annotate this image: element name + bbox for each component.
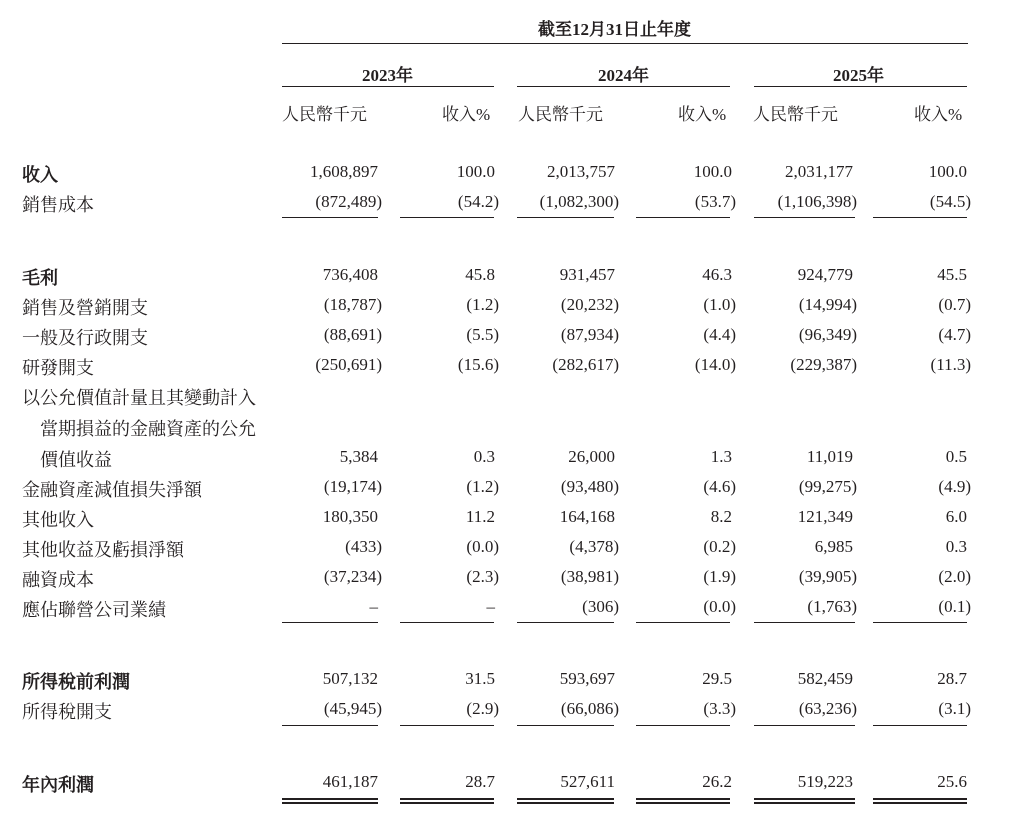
year-2025: 2025年 <box>833 66 884 85</box>
col-amount-2025: 人民幣千元 <box>753 105 838 124</box>
cell: (11.3) <box>930 355 971 374</box>
cell: 180,350 <box>322 507 378 526</box>
row-label-revenue: 收入 <box>22 165 58 185</box>
cell: 45.8 <box>465 265 495 284</box>
cell: (96,349) <box>798 325 857 344</box>
row-label-selling-expenses: 銷售及營銷開支 <box>22 298 148 318</box>
cell: 26.2 <box>702 772 732 791</box>
cell: (4.7) <box>938 325 971 344</box>
cell: (54.2) <box>457 192 499 211</box>
cell: 519,223 <box>797 772 853 791</box>
col-pct-2025: 收入% <box>914 105 963 124</box>
cell: – <box>369 597 378 616</box>
cell: 2,031,177 <box>785 162 853 181</box>
cell: (20,232) <box>560 295 619 314</box>
row-label-income-tax: 所得稅開支 <box>22 702 112 722</box>
period-title: 截至12月31日止年度 <box>538 20 691 39</box>
year-rule-2025 <box>754 86 967 87</box>
row-label-admin-expenses: 一般及行政開支 <box>22 328 148 348</box>
cell: 100.0 <box>456 162 495 181</box>
cell: (93,480) <box>560 477 619 496</box>
row-label-gross-profit: 毛利 <box>22 268 58 288</box>
cell: 931,457 <box>559 265 615 284</box>
subtotal-rule <box>754 217 855 218</box>
subtotal-rule <box>873 217 967 218</box>
cell: (66,086) <box>560 699 619 718</box>
total-double-rule <box>873 798 967 804</box>
cell: (19,174) <box>323 477 382 496</box>
subtotal-rule <box>400 725 494 726</box>
subtotal-rule <box>636 725 730 726</box>
cell: 164,168 <box>559 507 615 526</box>
cell: (15.6) <box>457 355 499 374</box>
cell: 0.3 <box>473 447 495 466</box>
cell: (14.0) <box>694 355 736 374</box>
cell: (250,691) <box>315 355 382 374</box>
cell: (2.3) <box>466 567 499 586</box>
cell: 461,187 <box>322 772 378 791</box>
cell: (1.0) <box>703 295 736 314</box>
subtotal-rule <box>873 725 967 726</box>
cell: (1,082,300) <box>539 192 619 211</box>
cell: (1.2) <box>466 295 499 314</box>
row-label-fair-value-line2: 當期損益的金融資產的公允 <box>40 419 256 439</box>
cell: (2.9) <box>466 699 499 718</box>
year-2024: 2024年 <box>598 66 649 85</box>
cell: 28.7 <box>465 772 495 791</box>
subtotal-rule <box>636 217 730 218</box>
cell: 582,459 <box>797 669 853 688</box>
total-double-rule <box>517 798 614 804</box>
col-pct-2024: 收入% <box>678 105 727 124</box>
cell: (18,787) <box>323 295 382 314</box>
row-label-profit-before-tax: 所得稅前利潤 <box>22 672 130 692</box>
row-label-cost-of-sales: 銷售成本 <box>22 195 94 215</box>
cell: (1,106,398) <box>777 192 857 211</box>
cell: 25.6 <box>937 772 967 791</box>
cell: (4,378) <box>569 537 619 556</box>
subtotal-rule <box>873 622 967 623</box>
cell: 2,013,757 <box>547 162 615 181</box>
cell: 45.5 <box>937 265 967 284</box>
cell: 8.2 <box>710 507 732 526</box>
cell: (2.0) <box>938 567 971 586</box>
cell: 100.0 <box>928 162 967 181</box>
cell: 100.0 <box>693 162 732 181</box>
cell: 507,132 <box>322 669 378 688</box>
cell: (53.7) <box>694 192 736 211</box>
subtotal-rule <box>754 725 855 726</box>
cell: (229,387) <box>790 355 857 374</box>
cell: 29.5 <box>702 669 732 688</box>
cell: (5.5) <box>466 325 499 344</box>
row-label-share-of-associates: 應佔聯營公司業績 <box>22 600 166 620</box>
subtotal-rule <box>517 622 614 623</box>
subtotal-rule <box>400 622 494 623</box>
row-label-finance-costs: 融資成本 <box>22 570 94 590</box>
cell: (87,934) <box>560 325 619 344</box>
subtotal-rule <box>517 217 614 218</box>
cell: (63,236) <box>798 699 857 718</box>
cell: 28.7 <box>937 669 967 688</box>
year-2023: 2023年 <box>362 66 413 85</box>
cell: 1,608,897 <box>310 162 378 181</box>
cell: (4.4) <box>703 325 736 344</box>
cell: (1.2) <box>466 477 499 496</box>
cell: (3.3) <box>703 699 736 718</box>
cell: (872,489) <box>315 192 382 211</box>
cell: (0.1) <box>938 597 971 616</box>
cell: (37,234) <box>323 567 382 586</box>
cell: (3.1) <box>938 699 971 718</box>
cell: 121,349 <box>797 507 853 526</box>
year-rule-2024 <box>517 86 730 87</box>
subtotal-rule <box>282 217 378 218</box>
cell: (39,905) <box>798 567 857 586</box>
cell: 924,779 <box>797 265 853 284</box>
cell: (433) <box>345 537 382 556</box>
cell: – <box>486 597 495 616</box>
col-pct-2023: 收入% <box>442 105 491 124</box>
cell: 736,408 <box>322 265 378 284</box>
cell: 5,384 <box>339 447 378 466</box>
row-label-rd-expenses: 研發開支 <box>22 358 94 378</box>
subtotal-rule <box>754 622 855 623</box>
cell: 1.3 <box>710 447 732 466</box>
subtotal-rule <box>636 622 730 623</box>
cell: 11,019 <box>806 447 853 466</box>
total-double-rule <box>754 798 855 804</box>
total-double-rule <box>636 798 730 804</box>
cell: 0.5 <box>945 447 967 466</box>
header-rule-period <box>282 43 968 44</box>
row-label-profit-for-year: 年內利潤 <box>22 775 94 795</box>
year-rule-2023 <box>282 86 494 87</box>
cell: (0.7) <box>938 295 971 314</box>
subtotal-rule <box>400 217 494 218</box>
row-label-impairment: 金融資產減值損失淨額 <box>22 480 202 500</box>
subtotal-rule <box>282 622 378 623</box>
cell: (88,691) <box>323 325 382 344</box>
cell: (1.9) <box>703 567 736 586</box>
row-label-fair-value-line1: 以公允價值計量且其變動計入 <box>22 388 256 408</box>
subtotal-rule <box>517 725 614 726</box>
cell: 6,985 <box>814 537 853 556</box>
cell: 46.3 <box>702 265 732 284</box>
row-label-other-income: 其他收入 <box>22 510 94 530</box>
cell: (282,617) <box>552 355 619 374</box>
cell: (4.6) <box>703 477 736 496</box>
total-double-rule <box>282 798 378 804</box>
row-label-other-gains-losses: 其他收益及虧損淨額 <box>22 540 184 560</box>
col-amount-2024: 人民幣千元 <box>518 105 603 124</box>
cell: (54.5) <box>929 192 971 211</box>
cell: (14,994) <box>798 295 857 314</box>
cell: 6.0 <box>945 507 967 526</box>
cell: (306) <box>582 597 619 616</box>
cell: (4.9) <box>938 477 971 496</box>
cell: (0.0) <box>703 597 736 616</box>
cell: (1,763) <box>807 597 857 616</box>
total-double-rule <box>400 798 494 804</box>
cell: 26,000 <box>568 447 615 466</box>
cell: 11.2 <box>465 507 495 526</box>
cell: (38,981) <box>560 567 619 586</box>
cell: 0.3 <box>945 537 967 556</box>
col-amount-2023: 人民幣千元 <box>282 105 367 124</box>
cell: (0.0) <box>466 537 499 556</box>
cell: (0.2) <box>703 537 736 556</box>
cell: 31.5 <box>465 669 495 688</box>
cell: (99,275) <box>798 477 857 496</box>
cell: 593,697 <box>559 669 615 688</box>
row-label-fair-value-line3: 價值收益 <box>40 450 112 470</box>
subtotal-rule <box>282 725 378 726</box>
cell: 527,611 <box>560 772 615 791</box>
cell: (45,945) <box>323 699 382 718</box>
